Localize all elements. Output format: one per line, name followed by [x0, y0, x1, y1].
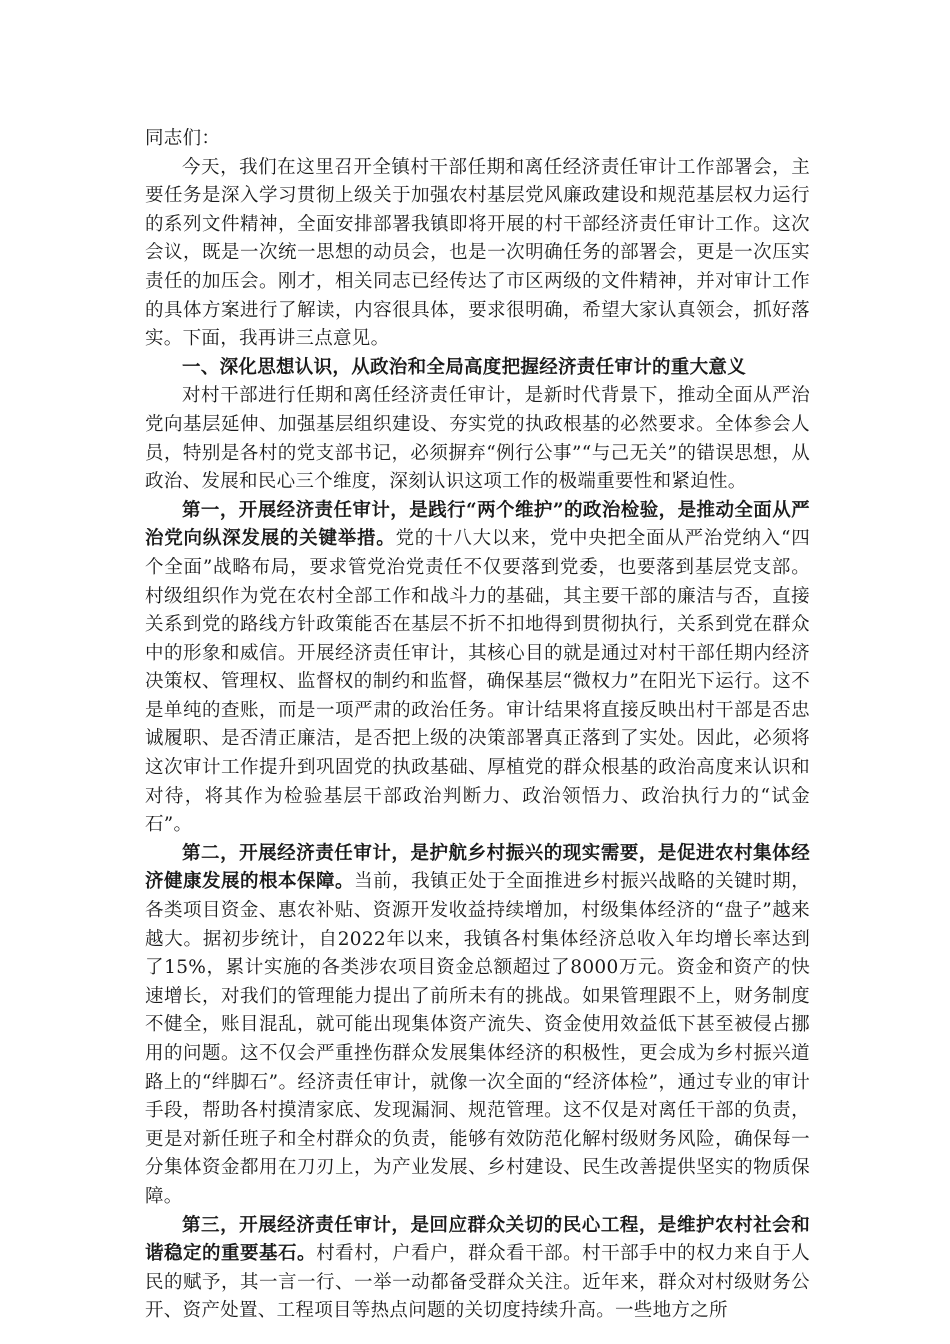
- intro-paragraph: 今天，我们在这里召开全镇村干部任期和离任经济责任审计工作部署会，主要任务是深入学习贯彻上级关于加强农村基层党风廉政建设和规范基层权力运行的系列文件精神，全面安排部署我镇即将开展的村干部经济责任审计工作。这次会议，既是一次统一思想的动员会，也是一次明确任务的部署会，更是一次压实责任的加压会。刚才，相关同志已经传达了市区两级的文件精神，并对审计工作的具体方案进行了解读，内容很具体，要求很明确，希望大家认真领会，抓好落实。下面，我再讲三点意见。: [145, 156, 810, 350]
- point-2-lead: 第二，开展经济责任审计，是护航乡村振兴的现实需要，是促进农村集体经济健康发展的根本保障。: [145, 842, 810, 893]
- point-2-paragraph: [145, 840, 810, 1212]
- point-3-lead: 第三，开展经济责任审计，是回应群众关切的民心工程，是维护农村社会和谐稳定的重要基石。: [145, 1214, 810, 1265]
- document-body: [145, 125, 810, 1326]
- point-1-lead: 第一，开展经济责任审计，是践行“两个维护”的政治检验，是推动全面从严治党向纵深发展的关键举措。: [145, 499, 810, 550]
- section-1-intro-paragraph: 对村干部进行任期和离任经济责任审计，是新时代背景下，推动全面从严治党向基层延伸、加强基层组织建设、夯实党的执政根基的必然要求。全体参会人员，特别是各村的党支部书记，必须摒弃“例行公事”“与己无关”的错误思想，从政治、发展和民心三个维度，深刻认识这项工作的极端重要性和紧迫性。: [145, 385, 810, 493]
- point-1-body: 党的十八大以来，党中央把全面从严治党纳入“四个全面”战略布局，要求管党治党责任不仅要落到党委，也要落到基层党支部。村级组织作为党在农村全部工作和战斗力的基础，其主要干部的廉洁与否，直接关系到党的路线方针政策能否在基层不折不扣地得到贯彻执行，关系到党在群众中的形象和威信。开展经济责任审计，其核心目的就是通过对村干部任期内经济决策权、管理权、监督权的制约和监督，确保基层“微权力”在阳光下运行。这不是单纯的查账，而是一项严肃的政治任务。审计结果将直接反映出村干部是否忠诚履职、是否清正廉洁，是否把上级的决策部署真正落到了实处。因此，必须将这次审计工作提升到巩固党的执政基础、厚植党的群众根基的政治高度来认识和对待，将其作为检验基层干部政治判断力、政治领悟力、政治执行力的“试金石”。: [145, 528, 810, 836]
- salutation: 同志们：: [145, 128, 221, 149]
- point-2-body: 当前，我镇正处于全面推进乡村振兴战略的关键时期，各类项目资金、惠农补贴、资源开发收益持续增加，村级集体经济的“盘子”越来越大。据初步统计，自2022年以来，我镇各村集体经济总收入年均增长率达到了15%，累计实施的各类涉农项目资金总额超过了8000万元。资金和资产的快速增长，对我们的管理能力提出了前所未有的挑战。如果管理跟不上，财务制度不健全，账目混乱，就可能出现集体资产流失、资金使用效益低下甚至被侵占挪用的问题。这不仅会严重挫伤群众发展集体经济的积极性，更会成为乡村振兴道路上的“绊脚石”。经济责任审计，就像一次全面的“经济体检”，通过专业的审计手段，帮助各村摸清家底、发现漏洞、规范管理。这不仅是对离任干部的负责，更是对新任班子和全村群众的负责，能够有效防范化解村级财务风险，确保每一分集体资金都用在刀刃上，为产业发展、乡村建设、民生改善提供坚实的物质保障。: [145, 871, 810, 1207]
- point-3-body: 村看村，户看户，群众看干部。村干部手中的权力来自于人民的赋予，其一言一行、一举一动都备受群众关注。近年来，群众对村级财务公开、资产处置、工程项目等热点问题的关切度持续升高。一些地方之所: [145, 1243, 811, 1322]
- section-heading-1: 一、深化思想认识，从政治和全局高度把握经济责任审计的重大意义: [182, 356, 747, 378]
- point-1-paragraph: [145, 497, 810, 840]
- point-3-paragraph: [145, 1212, 810, 1326]
